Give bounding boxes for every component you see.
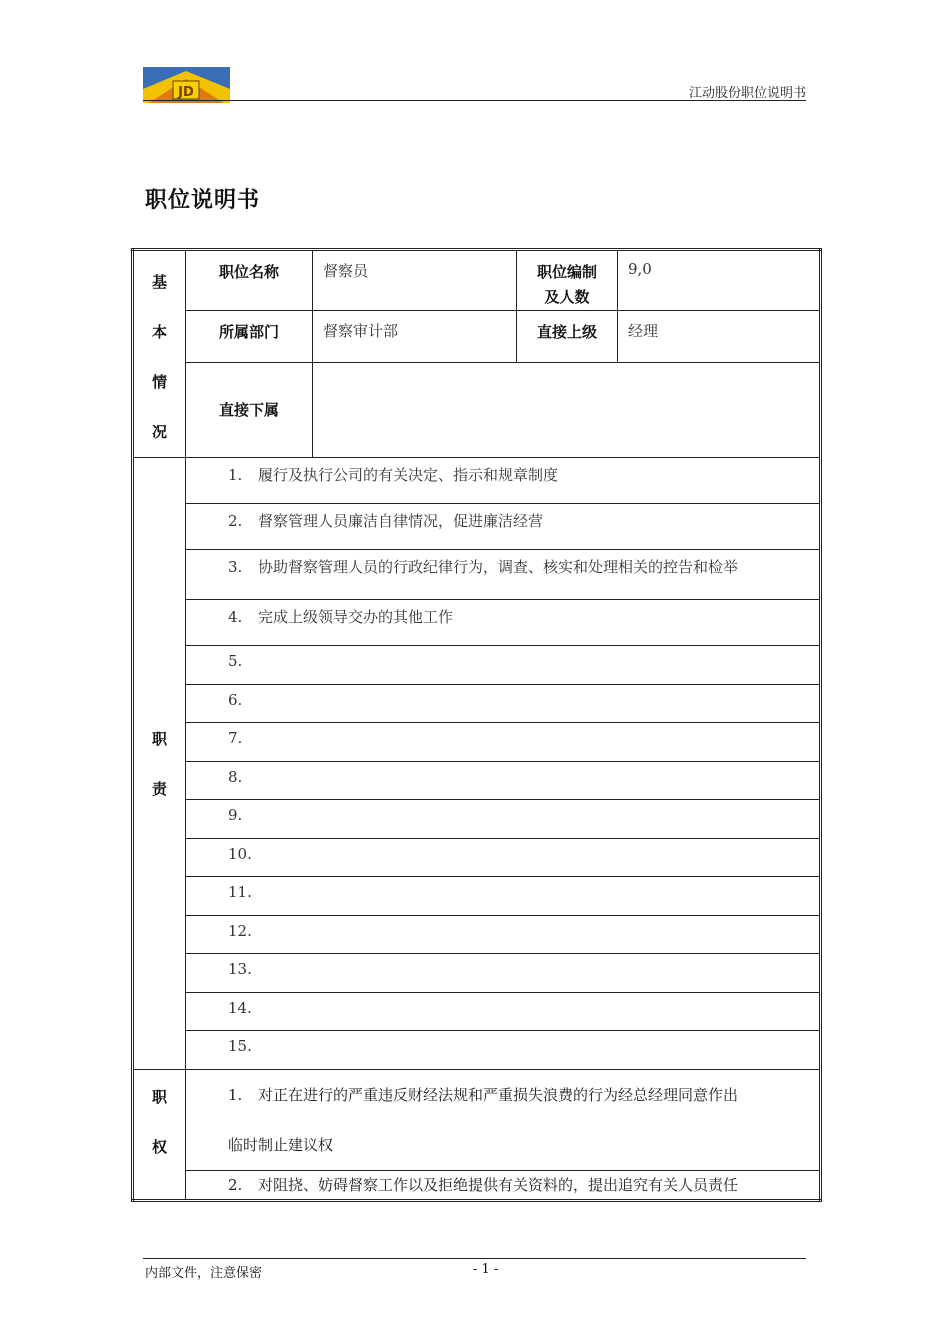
page-number: - 1 -: [473, 1262, 499, 1277]
headcount-label: [517, 250, 618, 311]
duty-item: [186, 877, 821, 916]
duty-item: [186, 800, 821, 839]
duty-row: [133, 762, 821, 800]
superior-label: 直接上级: [517, 311, 618, 363]
svg-text:JD: JD: [178, 85, 194, 100]
section-char: 本: [151, 323, 167, 341]
company-logo: [143, 67, 230, 103]
subordinate-label: 直接下属: [186, 363, 313, 458]
basic-info-row-3: [133, 363, 821, 458]
duty-number: 14.: [228, 999, 252, 1017]
footer-confidential-note: 内部文件，注意保密: [145, 1266, 263, 1281]
authority-number: 2.: [228, 1176, 243, 1194]
duty-item: [186, 600, 821, 646]
duty-number: 2.: [228, 512, 243, 530]
header-doc-title: 江动股份职位说明书: [688, 86, 806, 101]
authority-line-continued: 临时制止建议权: [228, 1136, 334, 1154]
duty-item: [186, 993, 821, 1031]
section-label-basic-info: [133, 250, 186, 458]
duty-number: 12.: [228, 922, 252, 940]
duty-row: [133, 685, 821, 723]
duty-number: 10.: [228, 845, 252, 863]
authority-item: [186, 1171, 821, 1201]
duty-number: 7.: [228, 729, 243, 747]
duty-number: 15.: [228, 1037, 252, 1055]
duty-item: [186, 954, 821, 993]
basic-info-row-1: [133, 250, 821, 311]
duty-row: [133, 646, 821, 685]
position-name-value: 督察员: [313, 250, 517, 311]
section-char: 权: [151, 1138, 167, 1156]
duty-row: [133, 458, 821, 504]
section-char: 职: [151, 1088, 167, 1106]
duty-number: 9.: [228, 806, 243, 824]
duty-number: 3.: [228, 558, 243, 576]
duty-row: [133, 954, 821, 993]
duty-row: [133, 504, 821, 550]
duty-text: 督察管理人员廉洁自律情况，促进廉洁经营: [258, 512, 544, 530]
duty-row: [133, 877, 821, 916]
duty-number: 13.: [228, 960, 252, 978]
duty-row: [133, 916, 821, 954]
superior-value: 经理: [618, 311, 821, 363]
headcount-value: 9,0: [618, 250, 821, 311]
duty-item: [186, 839, 821, 877]
duty-number: 11.: [228, 883, 252, 901]
position-description-table: [131, 248, 822, 1202]
page-title: 职位说明书: [145, 188, 261, 213]
duty-item: [186, 646, 821, 685]
duty-item: [186, 458, 821, 504]
duty-row: [133, 550, 821, 600]
duty-text: 协助督察管理人员的行政纪律行为，调查、核实和处理相关的控告和检举: [258, 558, 739, 576]
authority-item: [186, 1070, 821, 1171]
duty-number: 8.: [228, 768, 243, 786]
authority-text: 对正在进行的严重违反财经法规和严重损失浪费的行为经总经理同意作出: [258, 1086, 739, 1104]
authority-line: [228, 1070, 819, 1120]
duty-item: [186, 504, 821, 550]
headcount-label-line1: 职位编制: [536, 263, 597, 281]
duty-row: [133, 600, 821, 646]
authority-row: [133, 1171, 821, 1201]
department-value: 督察审计部: [313, 311, 517, 363]
duty-row: [133, 993, 821, 1031]
department-label: 所属部门: [186, 311, 313, 363]
section-char: 责: [151, 779, 167, 798]
duty-item: [186, 916, 821, 954]
duty-item: [186, 685, 821, 723]
duty-row: [133, 800, 821, 839]
duty-number: 5.: [228, 652, 243, 670]
subordinate-value: [313, 363, 821, 458]
duty-item: [186, 762, 821, 800]
duty-row: [133, 723, 821, 762]
duty-text: 履行及执行公司的有关决定、指示和规章制度: [258, 466, 559, 484]
section-label-authority: [133, 1070, 186, 1201]
duty-item: [186, 1031, 821, 1070]
section-char: 况: [151, 423, 167, 441]
section-char: 基: [151, 273, 167, 291]
authority-number: 1.: [228, 1086, 243, 1104]
authority-row: [133, 1070, 821, 1171]
section-label-duties: [133, 458, 186, 1070]
footer-rule: [143, 1258, 806, 1259]
duty-item: [186, 550, 821, 600]
section-char: 情: [151, 373, 167, 391]
position-name-label: 职位名称: [186, 250, 313, 311]
section-char: 职: [151, 729, 167, 748]
duty-row: [133, 839, 821, 877]
duty-number: 4.: [228, 608, 243, 626]
duty-item: [186, 723, 821, 762]
duty-text: 完成上级领导交办的其他工作: [258, 608, 454, 626]
duty-number: 6.: [228, 691, 243, 709]
duty-number: 1.: [228, 466, 243, 484]
authority-text: 对阻挠、妨碍督察工作以及拒绝提供有关资料的，提出追究有关人员责任: [258, 1176, 739, 1194]
basic-info-row-2: [133, 311, 821, 363]
duty-row: [133, 1031, 821, 1070]
headcount-label-line2: 及人数: [544, 288, 590, 306]
